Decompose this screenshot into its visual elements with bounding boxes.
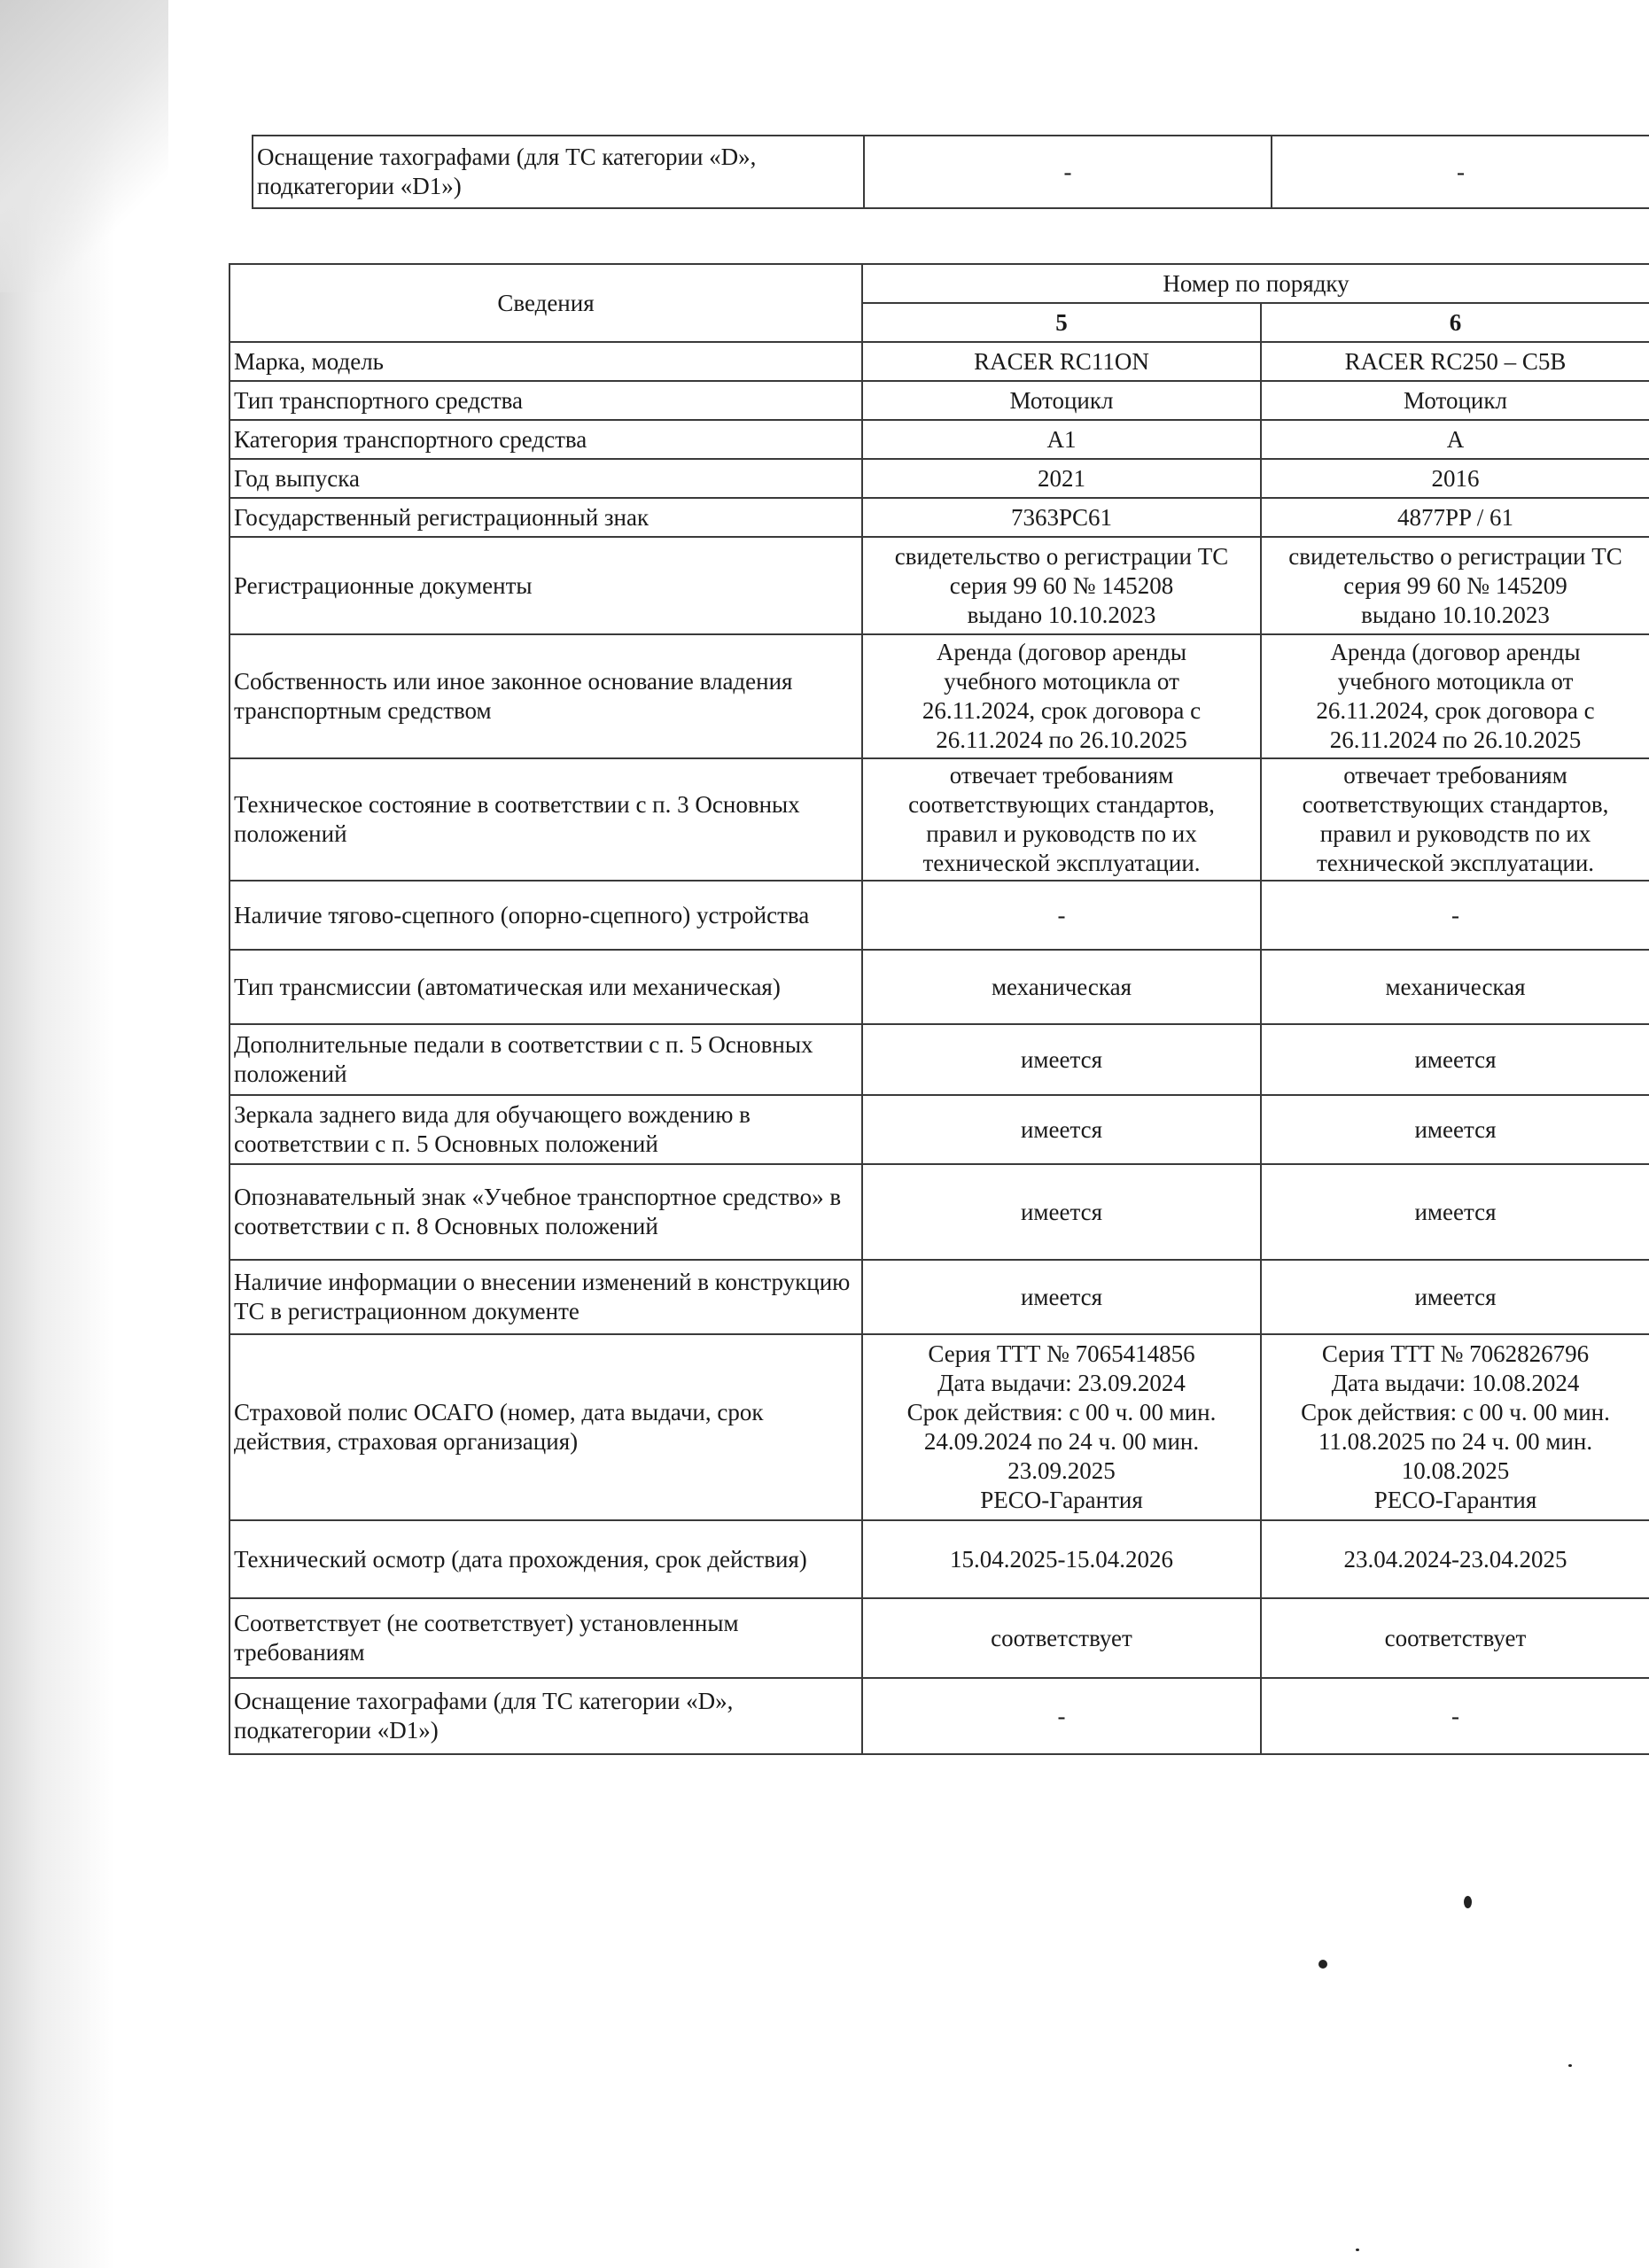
row-value-col2: Серия ТТТ № 7062826796 Дата выдачи: 10.08.2024 Срок действия: с 00 ч. 00 мин. 11.08.2025 по 24 ч. 00 мин. 10.08.2025 РЕСО-Гарантия <box>1261 1334 1649 1520</box>
row-value-col1: Аренда (договор аренды учебного мотоцикла от 26.11.2024, срок договора с 26.11.2024 по 26.10.2025 <box>862 634 1261 758</box>
row-value-col2: A <box>1261 420 1649 459</box>
table-row <box>229 420 1649 459</box>
row-label: Опознавательный знак «Учебное транспортное средство» в соответствии с п. 8 Основных положений <box>229 1164 862 1260</box>
table-row <box>229 1024 1649 1095</box>
row-value-col2: имеется <box>1261 1260 1649 1334</box>
header-col1-number: 5 <box>862 303 1261 342</box>
row-label: Государственный регистрационный знак <box>229 498 862 537</box>
row-label: Собственность или иное законное основание владения транспортным средством <box>229 634 862 758</box>
row-value-col2: - <box>1272 136 1649 208</box>
row-value-col1: имеется <box>862 1024 1261 1095</box>
row-value-col1: 15.04.2025-15.04.2026 <box>862 1520 1261 1598</box>
scan-edge-shading <box>0 0 115 2268</box>
row-label: Наличие тягово-сцепного (опорно-сцепного) устройства <box>229 881 862 950</box>
scan-speck <box>1568 2064 1572 2067</box>
row-label: Технический осмотр (дата прохождения, срок действия) <box>229 1520 862 1598</box>
scan-speck <box>1356 2249 1359 2251</box>
row-value-col2: 4877PP / 61 <box>1261 498 1649 537</box>
scan-speck <box>1464 1896 1472 1908</box>
table-row <box>229 1164 1649 1260</box>
table-row <box>229 881 1649 950</box>
row-value-col2: соответствует <box>1261 1598 1649 1678</box>
row-label: Регистрационные документы <box>229 537 862 634</box>
row-value-col1: имеется <box>862 1260 1261 1334</box>
row-label: Соответствует (не соответствует) установленным требованиям <box>229 1598 862 1678</box>
row-label: Наличие информации о внесении изменений в конструкцию ТС в регистрационном документе <box>229 1260 862 1334</box>
header-col2-number: 6 <box>1261 303 1649 342</box>
row-value-col2: механическая <box>1261 950 1649 1024</box>
row-value-col2: свидетельство о регистрации ТС серия 99 60 № 145209 выдано 10.10.2023 <box>1261 537 1649 634</box>
row-value-col2: - <box>1261 881 1649 950</box>
row-value-col1: - <box>862 881 1261 950</box>
table-row <box>229 1260 1649 1334</box>
row-label: Страховой полис ОСАГО (номер, дата выдачи, срок действия, страховая организация) <box>229 1334 862 1520</box>
row-value-col1: - <box>864 136 1272 208</box>
row-value-col2: 2016 <box>1261 459 1649 498</box>
row-value-col2: - <box>1261 1678 1649 1754</box>
scan-corner-shading <box>0 0 168 292</box>
row-value-col2: 23.04.2024-23.04.2025 <box>1261 1520 1649 1598</box>
table-top-fragment <box>252 135 1649 209</box>
header-order-number: Номер по порядку <box>862 264 1649 303</box>
row-value-col2: отвечает требованиям соответствующих стандартов, правил и руководств по их технической эксплуатации. <box>1261 758 1649 881</box>
row-label: Тип трансмиссии (автоматическая или механическая) <box>229 950 862 1024</box>
row-value-col1: 2021 <box>862 459 1261 498</box>
row-value-col2: Аренда (договор аренды учебного мотоцикла от 26.11.2024, срок договора с 26.11.2024 по 26.10.2025 <box>1261 634 1649 758</box>
table-row <box>229 1598 1649 1678</box>
row-value-col1: отвечает требованиям соответствующих стандартов, правил и руководств по их технической эксплуатации. <box>862 758 1261 881</box>
row-value-col2: имеется <box>1261 1095 1649 1164</box>
row-label: Дополнительные педали в соответствии с п. 5 Основных положений <box>229 1024 862 1095</box>
table-row <box>229 1520 1649 1598</box>
row-label: Марка, модель <box>229 342 862 381</box>
scan-speck <box>1318 1960 1327 1969</box>
table-row <box>229 758 1649 881</box>
header-row <box>229 264 1649 303</box>
row-label: Зеркала заднего вида для обучающего вождению в соответствии с п. 5 Основных положений <box>229 1095 862 1164</box>
row-value-col1: 7363PC61 <box>862 498 1261 537</box>
row-value-col1: - <box>862 1678 1261 1754</box>
row-label: Оснащение тахографами (для ТС категории «D», подкатегории «D1») <box>253 136 864 208</box>
header-info: Сведения <box>229 264 862 342</box>
row-value-col2: Мотоцикл <box>1261 381 1649 420</box>
table-row <box>229 950 1649 1024</box>
vehicles-table <box>229 263 1649 1755</box>
table-row <box>229 537 1649 634</box>
row-value-col1: механическая <box>862 950 1261 1024</box>
row-label: Техническое состояние в соответствии с п. 3 Основных положений <box>229 758 862 881</box>
row-label: Тип транспортного средства <box>229 381 862 420</box>
row-value-col1: имеется <box>862 1164 1261 1260</box>
row-value-col2: имеется <box>1261 1024 1649 1095</box>
row-value-col1: Мотоцикл <box>862 381 1261 420</box>
table-row <box>229 1334 1649 1520</box>
table-row <box>229 381 1649 420</box>
row-value-col1: соответствует <box>862 1598 1261 1678</box>
row-label: Год выпуска <box>229 459 862 498</box>
table-row <box>229 634 1649 758</box>
row-value-col2: RACER RC250 – C5B <box>1261 342 1649 381</box>
row-value-col1: имеется <box>862 1095 1261 1164</box>
row-value-col1: свидетельство о регистрации ТС серия 99 60 № 145208 выдано 10.10.2023 <box>862 537 1261 634</box>
row-value-col1: RACER RC11ON <box>862 342 1261 381</box>
table-row <box>229 1678 1649 1754</box>
row-value-col1: A1 <box>862 420 1261 459</box>
table-row <box>253 136 1649 208</box>
row-label: Оснащение тахографами (для ТС категории «D», подкатегории «D1») <box>229 1678 862 1754</box>
table-row <box>229 1095 1649 1164</box>
row-value-col1: Серия ТТТ № 7065414856 Дата выдачи: 23.09.2024 Срок действия: с 00 ч. 00 мин. 24.09.2024 по 24 ч. 00 мин. 23.09.2025 РЕСО-Гарантия <box>862 1334 1261 1520</box>
table-row <box>229 459 1649 498</box>
table-row <box>229 342 1649 381</box>
row-label: Категория транспортного средства <box>229 420 862 459</box>
row-value-col2: имеется <box>1261 1164 1649 1260</box>
table-row <box>229 498 1649 537</box>
